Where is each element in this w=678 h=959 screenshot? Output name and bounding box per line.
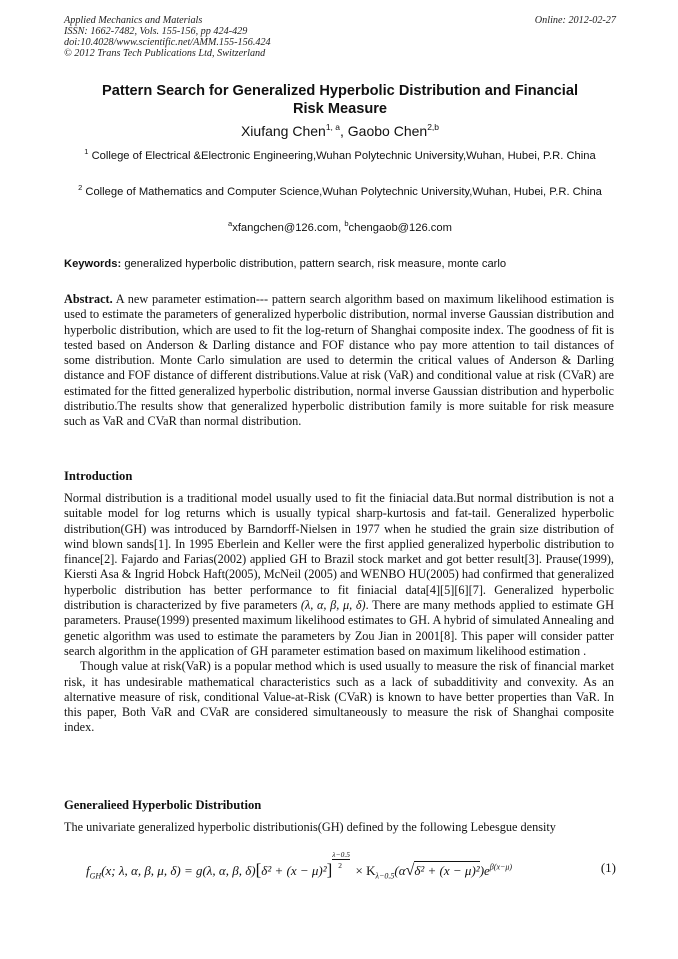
affiliation-2 [64,185,616,200]
affiliation-1-mark: 1 [84,147,89,156]
affiliation-1 [64,149,616,164]
email-a-mark: a [228,219,233,228]
affiliation-2-text: College of Mathematics and Computer Science,Wuhan Polytechnic University,Wuhan, Hubei, P.R. China [85,186,602,198]
eq-e-sup: β(x−μ) [489,862,513,872]
author-line [64,123,616,140]
keywords-label: Keywords: [64,258,122,270]
intro-p1-before: Normal distribution is a traditional model usually used to fit the finiacial data.But normal distribution is not a suitable model for log returns which is usually typical sharp-kurtosis and fat-tail. Generalized hyperbolic distribution(GH) was introduced by Barndorff-Nielsen in 1977 when he studied the grain size distribution of wind blown sands[1]. In 1995 Eberlein and Keller were the first applied generalized hyperbolic distribution to finance[2]. Fajardo and Farias(2002) applied GH to Brazil stock market and got better result[3]. Prause(1999), Kiersti Asa & Ingrid Hobck Haft(2005), McNeil (2005) and WENBO HU(2005) had confirmed that generalized hyperbolic distribution has better performance to fit finiacial data[4][5][6][7]. Generalized hyperbolic distribution is characterized by five parameters [64,491,614,613]
affiliation-2-mark: 2 [78,183,83,192]
eq-lhs: f [86,863,90,878]
author-2-affil: 2,b [427,122,440,132]
abstract [64,292,614,430]
eq-bracket-content: δ² + (x − μ)² [261,863,327,878]
eq-k-arg-pre: (α [394,863,406,878]
email-separator: , [338,222,345,234]
author-2: Gaobo Chen [347,123,428,139]
intro-p1-after: . There are many methods applied to estimate GH parameters. Prause(1999) presented maximum likelihood estimates to GH. A hybrid of simulated Annealing and genetic algorithm was used to estimate the parameters by Zou Jian in 2001[8]. This paper will consider patter search algorithm in the application of GH parameter estimation based on maximum likelihood estimation . [64,598,614,658]
gh-paragraph: The univariate generalized hyperbolic distributionis(GH) defined by the following Lebesgue density [64,820,556,834]
eq-lhs-sub: GH [89,871,102,881]
eq-k-sub: λ−0.5 [375,871,395,881]
eq-exp-num: λ−0.5 [332,850,350,859]
author-1: Xiufang Chen [240,123,326,139]
eq-right-bracket: ] [326,860,333,879]
issn-line: ISSN: 1662-7482, Vols. 155-156, pp 424-429 [64,26,248,37]
email-b-mark: b [344,219,349,228]
affiliation-1-text: College of Electrical &Electronic Engineering,Wuhan Polytechnic University,Wuhan, Hubei, P.R. China [91,150,596,162]
eq-times-k: × K [355,863,376,878]
intro-heading: Introduction [64,469,133,483]
paper-title [64,82,616,118]
eq-exp-den: 2 [338,861,343,870]
equation-1 [86,846,616,886]
gh-parameters: (λ, α, β, μ, δ) [300,598,366,613]
email-line [64,221,616,235]
journal-header [64,15,616,59]
author-1-affil: 1, a [325,122,340,132]
keywords-text: generalized hyperbolic distribution, pattern search, risk measure, monte carlo [124,258,507,270]
gh-heading: Generalieed Hyperbolic Distribution [64,798,262,812]
eq-sqrt-arg: δ² + (x − μ)² [414,863,480,878]
equation-number: (1) [600,860,616,875]
email-b[interactable]: chengaob@126.com [348,222,452,234]
online-date: Online: 2012-02-27 [534,15,616,26]
keywords [64,257,624,271]
title-line-2: Risk Measure [292,101,388,117]
email-a[interactable]: xfangchen@126.com [232,222,339,234]
intro-paragraph-1 [64,491,614,659]
intro-section [64,491,614,736]
eq-left-bracket: [ [255,860,262,879]
intro-paragraph-2: Though value at risk(VaR) is a popular method which is used usually to measure the risk of financial market risk, it has undesirable mathematical characteristics such as a lack of subadditivity and convexity. As an alternative measure of risk, conditional Value-at-Risk (CVaR) is known to have better properties than VaR. In this paper, Both VaR and CVaR are considered simultaneously to measure the risk of Shanghai composite index. [64,659,614,735]
abstract-text: A new parameter estimation--- pattern search algorithm based on maximum likelihood estimation is used to estimate the parameters of generalized hyperbolic distribution, normal inverse Gaussian distribution and hyperbolic distribution, which are used to fit the log-return of Shanghai composite index. The goodness of fit is tested based on Anderson & Darling distance and FOF distance who pay more attention to tail distances of some distribution. Monte Carlo simulation are used to determin the critical values of Anderson & Darling distance and FOF distance of different distributions.Value at risk (VaR) and conditional value at risk (CVaR) are estimated for the fitted generalized hyperbolic distribution, normal inverse Gaussian distribution and hyperbolic distributio.The results show that generalized hyperbolic distribution family is more suitable for risk measure such as VaR and CVaR than normal distribution. [64,292,614,429]
abstract-label: Abstract. [64,292,113,306]
eq-args: (x; λ, α, β, μ, δ) = g(λ, α, β, δ) [101,863,256,878]
eq-k-arg-post: )e [479,863,490,878]
author-separator: , [340,123,348,139]
sqrt-icon: √ [405,862,415,879]
doi-line: doi:10.4028/www.scientific.net/AMM.155-156.424 [64,37,271,48]
title-line-1: Pattern Search for Generalized Hyperbolic Distribution and Financial [101,83,579,99]
copyright-line: © 2012 Trans Tech Publications Ltd, Switzerland [64,48,266,59]
journal-name: Applied Mechanics and Materials [64,15,203,26]
